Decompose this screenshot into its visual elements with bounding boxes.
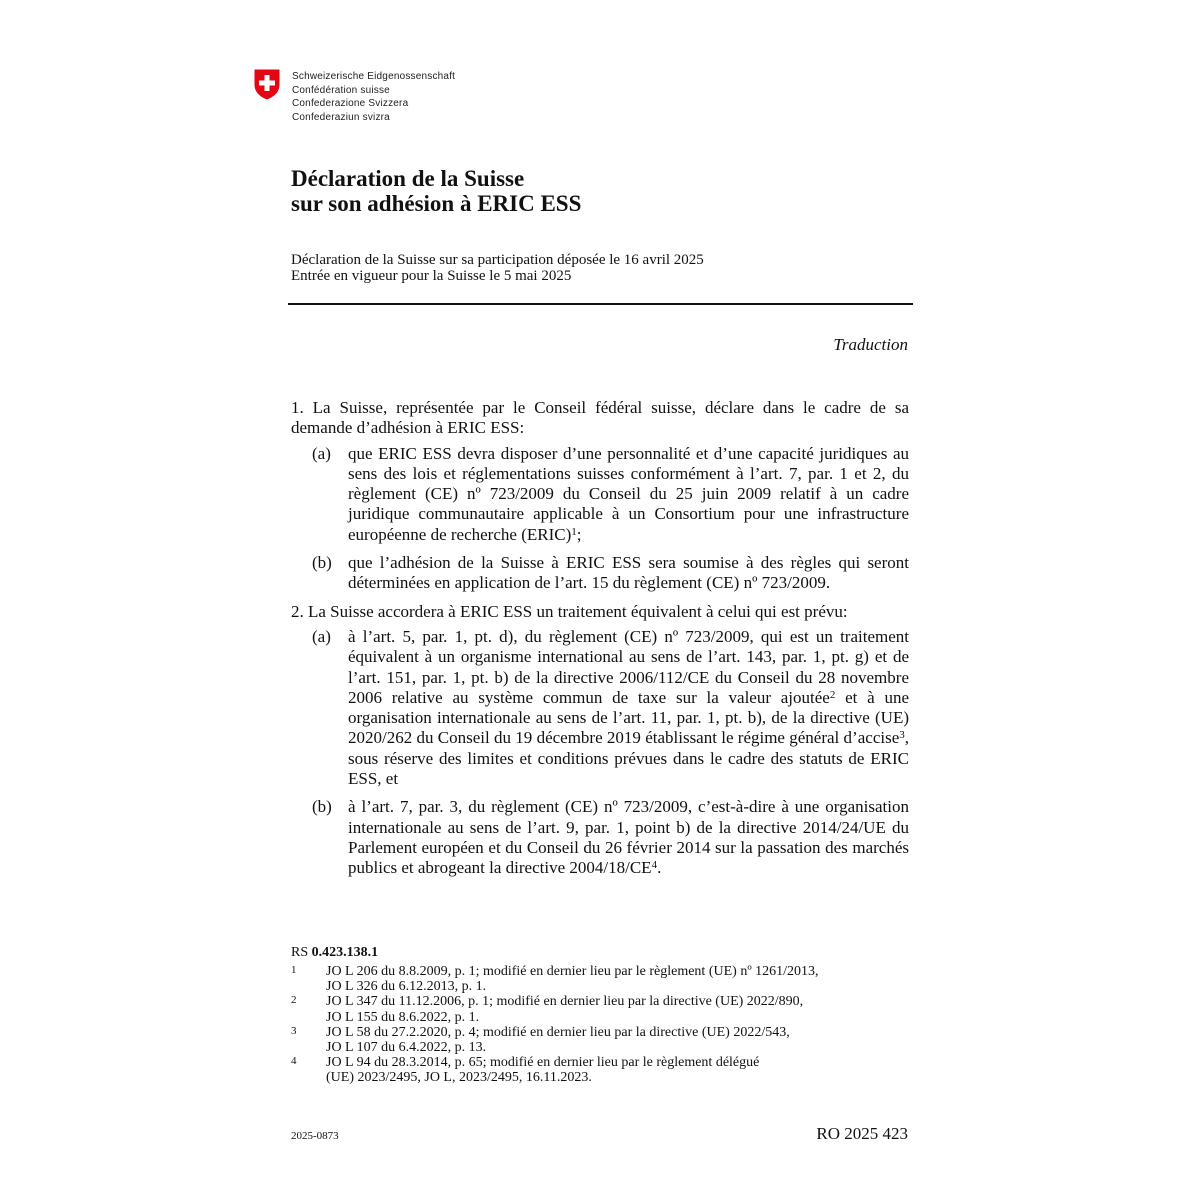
footnote-line: JO L 347 du 11.12.2006, p. 1; modifié en dernier lieu par la directive (UE) 2022/890, xyxy=(326,994,804,1010)
footnote-ref-1[interactable]: 1 xyxy=(571,525,577,538)
org-line-de: Schweizerische Eidgenossenschaft xyxy=(292,71,456,82)
ro-reference: RO 2025 423 xyxy=(816,1124,908,1143)
item-text-seg1: à l’art. 5, par. 1, pt. d), du règlement (CE) nº 723/2009, qui est un traitement équivalent à un organisme international au sens de l’art. 143, par. 1, pt. g) et de l’art. 151, par. 1, pt. b) de la directive 2006/112/CE du Conseil du 28 novembre 2006 relative au système commun de taxe sur la valeur ajoutée xyxy=(348,626,909,707)
footnote-text xyxy=(326,1025,790,1055)
footnote-line: JO L 206 du 8.8.2009, p. 1; modifié en dernier lieu par le règlement (UE) nº 1261/2013, xyxy=(326,964,819,979)
item-label: (b) xyxy=(312,797,332,817)
footnote-ref-3[interactable]: 3 xyxy=(899,729,905,742)
paragraph-2: 2. La Suisse accordera à ERIC ESS un traitement équivalent à celui qui est prévu: xyxy=(291,601,848,621)
item-text xyxy=(348,627,909,789)
deposit-info: Déclaration de la Suisse sur sa participation déposée le 16 avril 2025 xyxy=(291,252,704,268)
paragraph-2-item-b xyxy=(291,797,909,878)
footnote-line: JO L 326 du 6.12.2013, p. 1. xyxy=(326,979,487,995)
document-subinfo xyxy=(291,252,704,284)
org-line-rm: Confederaziun svizra xyxy=(292,111,390,123)
footnote-ref-2[interactable]: 2 xyxy=(829,688,836,701)
title-line-1: Déclaration de la Suisse xyxy=(291,166,525,191)
footnote-line: JO L 94 du 28.3.2014, p. 65; modifié en dernier lieu par le règlement délégué xyxy=(326,1055,760,1071)
item-text: que l’adhésion de la Suisse à ERIC ESS sera soumise à des règles qui seront déterminées en application de l’art. 15 du règlement (CE) nº 723/2009. xyxy=(348,553,909,593)
footnote-text xyxy=(326,1055,759,1085)
item-text-end: . xyxy=(657,858,662,878)
entry-into-force-info: Entrée en vigueur pour la Suisse le 5 mai 2025 xyxy=(291,268,572,284)
header-divider xyxy=(288,303,913,305)
paragraph-1-item-b xyxy=(291,553,909,594)
swiss-coat-of-arms-icon xyxy=(253,68,281,101)
document-title xyxy=(291,166,581,216)
paragraph-1-item-a xyxy=(291,444,909,545)
rs-number xyxy=(291,945,378,961)
item-text-seg3: , sous réserve des limites et conditions prévues dans le cadre des statuts de ERIC ESS, et xyxy=(348,728,909,789)
footnote-line: (UE) 2023/2495, JO L, 2023/2495, 16.11.2023. xyxy=(326,1070,592,1086)
title-line-2: sur son adhésion à ERIC ESS xyxy=(291,191,582,216)
footnote-line: JO L 58 du 27.2.2020, p. 4; modifié en dernier lieu par la directive (UE) 2022/543, xyxy=(326,1024,790,1040)
footnote-line: JO L 155 du 8.6.2022, p. 1. xyxy=(326,1009,480,1025)
footnote xyxy=(291,964,911,994)
footnote-ref-4[interactable]: 4 xyxy=(651,859,658,872)
declaration-body xyxy=(291,398,909,887)
translation-label: Traduction xyxy=(833,335,908,354)
item-text-main: que ERIC ESS devra disposer d’une personnalité et d’une capacité juridiques au sens des lois et réglementations suisses conformément à l’art. 7, par. 1 et 2, du règlement (CE) nº 723/2009 du Conseil du 25 juin 2009 relatif à un cadre juridique communautaire applicable à un Consortium pour une infrastructure européenne de recherche (ERIC) xyxy=(348,443,909,544)
item-text-seg2: et à une organisation internationale au sens de l’art. 11, par. 1, pt. b), de la directive (UE) 2020/262 du Conseil du 19 décembre 2019 établissant le régime général d’accise xyxy=(348,687,909,748)
footnote-number: 3 xyxy=(291,1024,297,1037)
footnote xyxy=(291,1055,911,1085)
paragraph-2-item-a xyxy=(291,627,909,789)
footnote xyxy=(291,994,911,1024)
footnote-line: JO L 107 du 6.4.2022, p. 13. xyxy=(326,1040,487,1056)
footnote-number: 4 xyxy=(291,1055,297,1068)
item-text-main: à l’art. 7, par. 3, du règlement (CE) nº 723/2009, c’est-à-dire à une organisation internationale au sens de l’art. 9, par. 1, point b) de la directive 2014/24/UE du Parlement européen et du Conseil du 26 février 2014 sur la passation des marchés publics et abrogeant la directive 2004/18/CE xyxy=(348,797,909,878)
rs-value: 0.423.138.1 xyxy=(311,945,379,960)
item-text xyxy=(348,797,909,878)
footnote-number: 1 xyxy=(291,964,297,976)
org-line-it: Confederazione Svizzera xyxy=(292,98,409,109)
item-text xyxy=(348,444,909,545)
rs-prefix: RS xyxy=(291,945,312,960)
federal-administration-name xyxy=(292,70,455,124)
item-label: (a) xyxy=(312,443,331,463)
footnote-text xyxy=(326,994,803,1024)
paragraph-1: 1. La Suisse, représentée par le Conseil fédéral suisse, déclare dans le cadre de sa demande d’adhésion à ERIC ESS: xyxy=(291,398,909,438)
footnote-text xyxy=(326,964,819,994)
footnote xyxy=(291,1025,911,1055)
document-code: 2025-0873 xyxy=(291,1130,339,1142)
item-label: (a) xyxy=(312,626,331,646)
item-text-end: ; xyxy=(576,524,582,544)
item-label: (b) xyxy=(312,553,332,573)
org-line-fr: Confédération suisse xyxy=(292,84,390,96)
footnote-number: 2 xyxy=(291,994,297,1007)
footnotes xyxy=(291,964,911,1086)
